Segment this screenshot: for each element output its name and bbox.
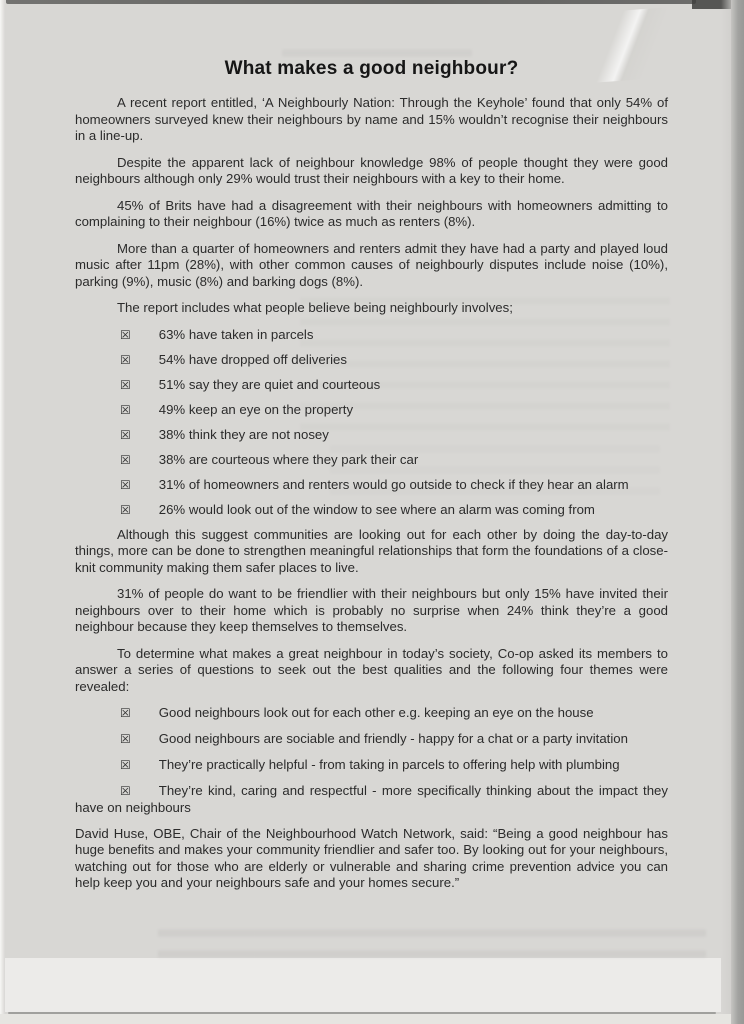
ballot-x-icon: ☒ xyxy=(120,706,131,720)
belief-item-text: 31% of homeowners and renters would go outside to check if they hear an alarm xyxy=(158,476,629,492)
paragraph-friendlier: 31% of people do want to be friendlier with their neighbours but only 15% have invited their neighbours over to their home which is probably no surprise when 24% think they’re a good neighbour because they keep themselves to themselves. xyxy=(75,586,668,634)
ballot-x-icon: ☒ xyxy=(120,352,131,367)
belief-item xyxy=(75,477,668,494)
theme-item-text: Good neighbours are sociable and friendly - happy for a chat or a party invitation xyxy=(158,731,628,746)
ballot-x-icon: ☒ xyxy=(120,758,131,772)
belief-item xyxy=(75,377,668,394)
theme-item xyxy=(75,731,668,748)
theme-item xyxy=(75,783,668,816)
belief-item-text: 26% would look out of the window to see where an alarm was coming from xyxy=(158,501,595,517)
scan-edge-bottom xyxy=(0,1014,731,1024)
theme-item xyxy=(75,705,668,722)
document-content xyxy=(75,58,668,902)
page-title: What makes a good neighbour? xyxy=(224,58,519,79)
theme-item xyxy=(75,757,668,774)
belief-item xyxy=(75,452,668,469)
paragraph-disagreements: 45% of Brits have had a disagreement with their neighbours with homeowners admitting to complaining to their neighbour (16%) twice as much as renters (8%). xyxy=(75,197,668,229)
paragraph-david-huse-quote: David Huse, OBE, Chair of the Neighbourhood Watch Network, said: “Being a good neighbour has huge benefits and makes your community friendlier and safer too. By looking out for your neighbours, watching out for those who are elderly or vulnerable and sharing crime prevention advice you can help keep you and your neighbours safe and your homes secure.” xyxy=(75,825,668,890)
ballot-x-icon: ☒ xyxy=(120,502,131,517)
belief-item-text: 38% are courteous where they park their car xyxy=(158,451,419,467)
belief-item-text: 49% keep an eye on the property xyxy=(158,401,354,417)
belief-item xyxy=(75,427,668,444)
scan-edge-right xyxy=(731,0,744,1024)
belief-item xyxy=(75,327,668,344)
ballot-x-icon: ☒ xyxy=(120,427,131,442)
theme-list xyxy=(75,705,668,816)
ballot-x-icon: ☒ xyxy=(120,452,131,467)
belief-list xyxy=(75,327,668,519)
scan-edge-right-shadow xyxy=(721,0,731,1024)
theme-item-text: They’re kind, caring and respectful - more specifically thinking about the impact they have on neighbours xyxy=(75,783,668,815)
belief-item-text: 51% say they are quiet and courteous xyxy=(158,376,381,392)
ink-bleedthrough-artifact xyxy=(158,924,706,968)
paragraph-party-disputes: More than a quarter of homeowners and renters admit they have had a party and played loud music after 11pm (28%), with other common causes of neighbourly disputes include noise (10%), parking (9%), music (8%) and barking dogs (8%). xyxy=(75,240,668,289)
belief-item xyxy=(75,402,668,419)
ballot-x-icon: ☒ xyxy=(120,377,131,392)
belief-item-text: 63% have taken in parcels xyxy=(158,326,314,342)
theme-item-text: They’re practically helpful - from taking in parcels to offering help with plumbing xyxy=(158,757,620,772)
ballot-x-icon: ☒ xyxy=(120,327,131,342)
belief-item xyxy=(75,502,668,519)
belief-item xyxy=(75,352,668,369)
scan-edge-left xyxy=(0,0,5,1024)
belief-item-text: 38% think they are not nosey xyxy=(158,426,329,442)
paragraph-beliefs-intro: The report includes what people believe being neighbourly involves; xyxy=(117,300,513,315)
scan-edge-top xyxy=(6,0,696,4)
belief-item-text: 54% have dropped off deliveries xyxy=(158,351,347,367)
ballot-x-icon: ☒ xyxy=(120,784,131,798)
paragraph-neighbour-knowledge: Despite the apparent lack of neighbour knowledge 98% of people thought they were good neighbours although only 29% would trust their neighbours with a key to their home. xyxy=(75,154,668,186)
theme-item-text: Good neighbours look out for each other e.g. keeping an eye on the house xyxy=(158,705,594,720)
ballot-x-icon: ☒ xyxy=(120,477,131,492)
ballot-x-icon: ☒ xyxy=(120,732,131,746)
ballot-x-icon: ☒ xyxy=(120,402,131,417)
paragraph-report-findings: A recent report entitled, ‘A Neighbourly Nation: Through the Keyhole’ found that only 54% of homeowners surveyed knew their neighbours by name and 15% wouldn’t recognise their neighbours in a line-up. xyxy=(75,95,668,143)
paragraph-coop-survey: To determine what makes a great neighbour in today’s society, Co-op asked its members to answer a series of questions to seek out the best qualities and the following four themes were revealed: xyxy=(75,645,668,694)
paragraph-communities: Although this suggest communities are looking out for each other by doing the day-to-day things, more can be done to strengthen meaningful relationships that form the foundations of a close-knit community making them safer places to live. xyxy=(75,526,668,575)
